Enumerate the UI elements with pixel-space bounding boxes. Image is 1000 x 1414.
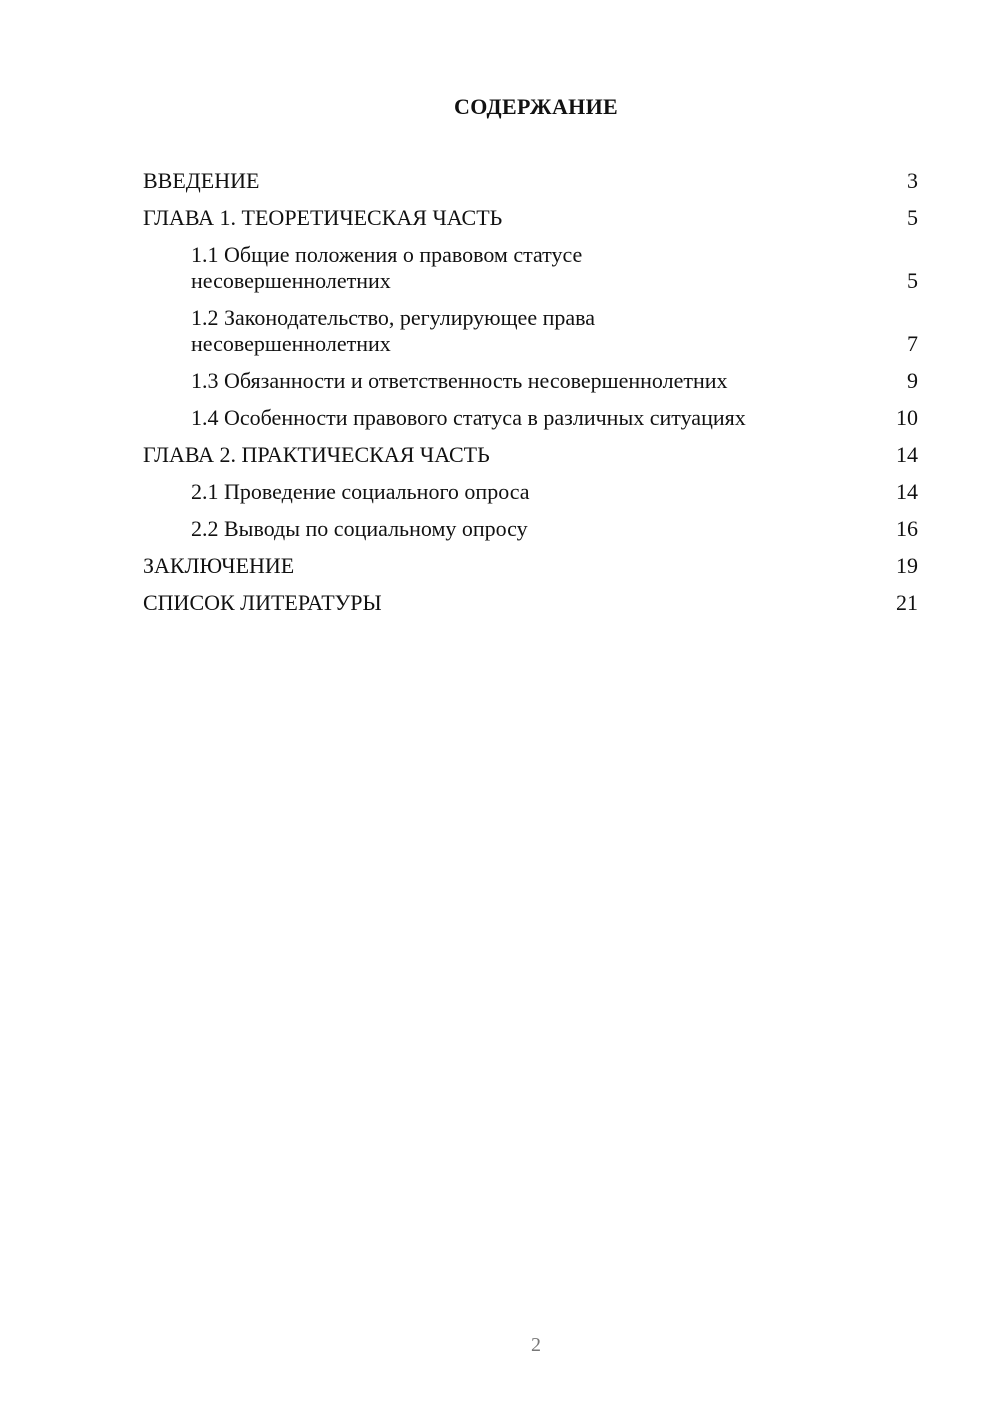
toc-entry-page: 7 (907, 331, 918, 356)
toc-entry-page: 5 (907, 268, 918, 293)
toc-entry-page: 19 (896, 553, 918, 578)
toc-entry-page: 16 (896, 516, 918, 541)
toc-entry-title: 2.1 Проведение социального опроса (191, 479, 530, 504)
toc-entry-title: ЗАКЛЮЧЕНИЕ (143, 553, 295, 578)
toc-entry-page: 14 (896, 442, 918, 467)
toc-entry-title: СПИСОК ЛИТЕРАТУРЫ (143, 590, 382, 615)
toc-entry-section-1-4[interactable] (143, 405, 918, 431)
toc-entry-title: 1.2 Законодательство, регулирующее права несовершеннолетних (191, 305, 595, 356)
toc-entry-chapter-1[interactable] (143, 205, 918, 231)
toc-entry-page: 9 (907, 368, 918, 393)
toc-entry-chapter-2[interactable] (143, 442, 918, 468)
page-number: 2 (531, 1334, 541, 1356)
toc-entry-title: 1.1 Общие положения о правовом статусе несовершеннолетних (191, 242, 583, 293)
toc-entry-title: 2.2 Выводы по социальному опросу (191, 516, 528, 541)
toc-entry-title: ГЛАВА 2. ПРАКТИЧЕСКАЯ ЧАСТЬ (143, 442, 490, 467)
toc-entry-title: 1.3 Обязанности и ответственность несовершеннолетних (191, 368, 728, 393)
table-of-contents (143, 168, 918, 627)
toc-entry-title: ГЛАВА 1. ТЕОРЕТИЧЕСКАЯ ЧАСТЬ (143, 205, 503, 230)
toc-entry-title: 1.4 Особенности правового статуса в различных ситуациях (191, 405, 746, 430)
page-title: СОДЕРЖАНИЕ (454, 94, 618, 119)
toc-entry-section-1-3[interactable] (143, 368, 918, 394)
toc-entry-page: 5 (907, 205, 918, 230)
toc-entry-page: 3 (907, 168, 918, 193)
toc-entry-conclusion[interactable] (143, 553, 918, 579)
toc-entry-section-1-1[interactable] (143, 242, 918, 294)
toc-entry-section-2-2[interactable] (143, 516, 918, 542)
toc-entry-section-2-1[interactable] (143, 479, 918, 505)
toc-entry-page: 10 (896, 405, 918, 430)
toc-entry-introduction[interactable] (143, 168, 918, 194)
toc-entry-title: ВВЕДЕНИЕ (143, 168, 260, 193)
toc-entry-references[interactable] (143, 590, 918, 616)
toc-entry-page: 21 (896, 590, 918, 615)
toc-entry-page: 14 (896, 479, 918, 504)
toc-entry-section-1-2[interactable] (143, 305, 918, 357)
